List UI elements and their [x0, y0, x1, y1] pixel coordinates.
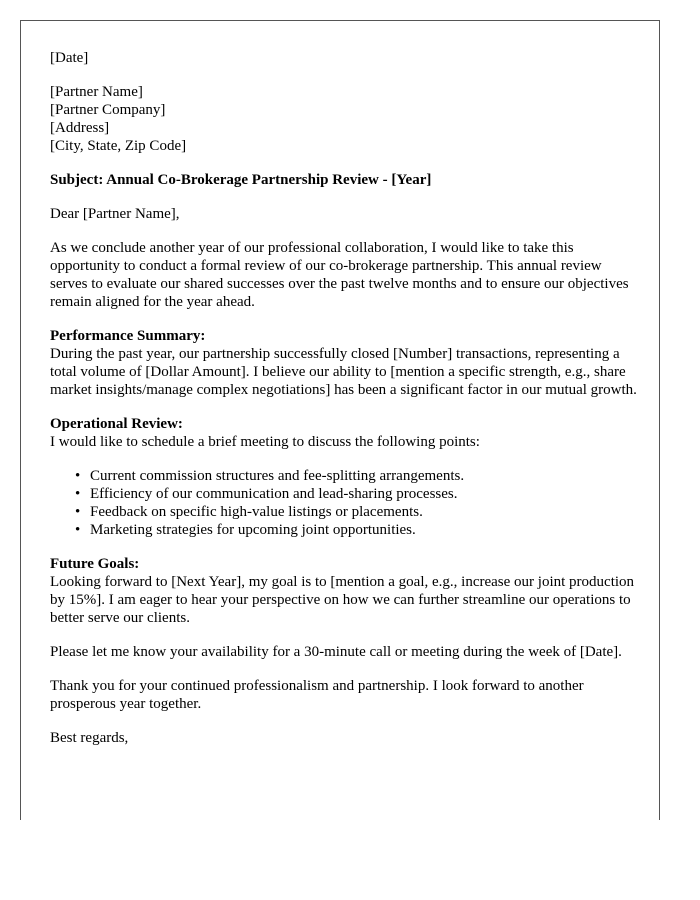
operational-heading: Operational Review:: [50, 416, 183, 432]
letter-date: [Date]: [50, 50, 89, 66]
letter-salutation: Dear [Partner Name],: [50, 206, 180, 222]
recipient-name: [Partner Name]: [50, 84, 143, 100]
letter-subject: Subject: Annual Co-Brokerage Partnership Review - [Year]: [50, 172, 432, 188]
operational-section: [50, 415, 640, 451]
future-section: [50, 555, 640, 627]
future-heading: Future Goals:: [50, 556, 140, 572]
bullet-icon: •: [75, 468, 81, 484]
recipient-company: [Partner Company]: [50, 102, 166, 118]
letter-closing: Best regards,: [50, 730, 129, 746]
letter-page: [20, 20, 660, 820]
intro-paragraph: As we conclude another year of our professional collaboration, I would like to take this opportunity to conduct a formal review of our co-brokerage partnership. This annual review serves to evaluate our shared successes over the past twelve months and to ensure our objectives remain aligned for the year ahead.: [50, 240, 629, 310]
list-item: • Marketing strategies for upcoming joint opportunities.: [75, 522, 416, 538]
bullet-icon: •: [75, 522, 81, 538]
letter-content: [50, 49, 640, 763]
recipient-address: [Address]: [50, 120, 110, 136]
list-item: • Current commission structures and fee-splitting arrangements.: [75, 468, 465, 484]
thanks-paragraph: Thank you for your continued professionalism and partnership. I look forward to another prosperous year together.: [50, 678, 584, 712]
performance-body: During the past year, our partnership successfully closed [Number] transactions, representing a total volume of [Dollar Amount]. I believe our ability to [mention a specific strength, e.g., share market insights/manage complex negotiations] has been a significant factor in our mutual growth.: [50, 346, 637, 398]
bullet-icon: •: [75, 504, 81, 520]
performance-heading: Performance Summary:: [50, 328, 206, 344]
performance-section: [50, 327, 640, 399]
operational-points-list: [50, 467, 640, 539]
recipient-city-state-zip: [City, State, Zip Code]: [50, 138, 187, 154]
future-body: Looking forward to [Next Year], my goal is to [mention a goal, e.g., increase our joint production by 15%]. I am eager to hear your perspective on how we can further streamline our operations to better serve our clients.: [50, 574, 635, 626]
list-item: • Feedback on specific high-value listings or placements.: [75, 504, 423, 520]
list-item: • Efficiency of our communication and lead-sharing processes.: [75, 486, 458, 502]
bullet-icon: •: [75, 486, 81, 502]
recipient-block: [50, 83, 640, 155]
operational-body: I would like to schedule a brief meeting to discuss the following points:: [50, 434, 480, 450]
availability-paragraph: Please let me know your availability for a 30-minute call or meeting during the week of [Date].: [50, 644, 622, 660]
